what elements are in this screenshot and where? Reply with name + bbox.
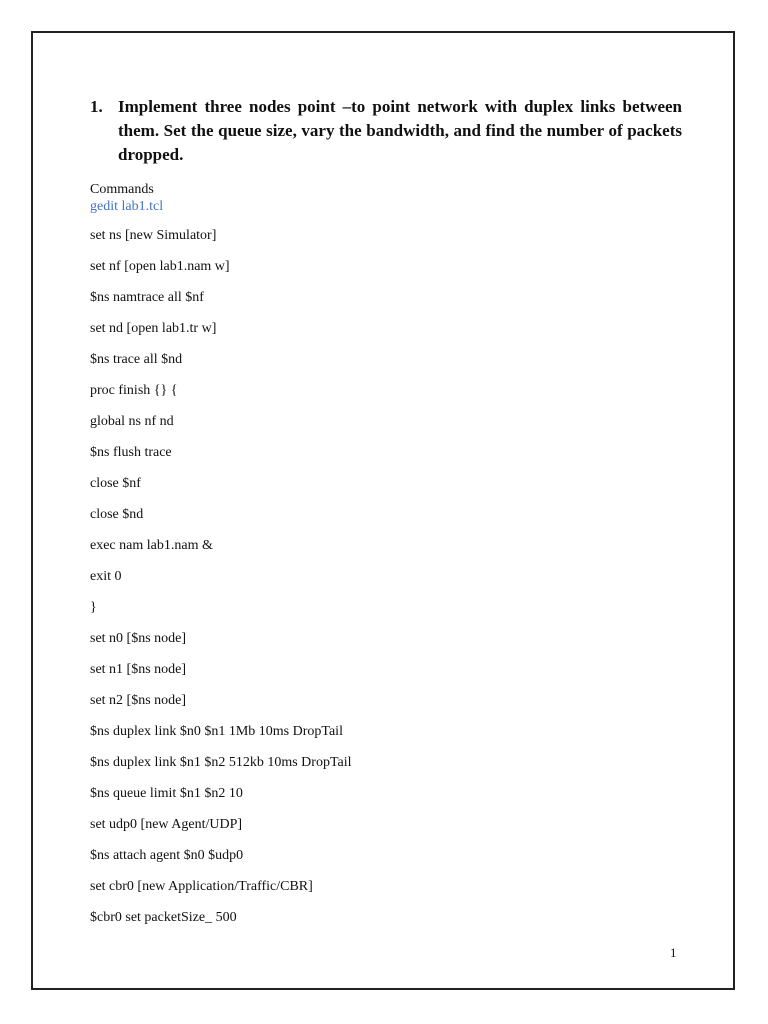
code-line: set cbr0 [new Application/Traffic/CBR]	[90, 879, 313, 894]
code-line: set n1 [$ns node]	[90, 662, 187, 677]
code-line: $ns attach agent $n0 $udp0	[90, 848, 244, 863]
code-line: set n2 [$ns node]	[90, 693, 187, 708]
code-line: exec nam lab1.nam &	[90, 538, 213, 553]
code-line: $cbr0 set packetSize_ 500	[90, 910, 237, 925]
code-line: close $nf	[90, 476, 141, 491]
code-line: close $nd	[90, 507, 144, 522]
code-line: proc finish {} {	[90, 383, 178, 398]
code-line: $ns flush trace	[90, 445, 172, 460]
code-line: set ns [new Simulator]	[90, 228, 217, 243]
code-line: set nd [open lab1.tr w]	[90, 321, 217, 336]
code-line: exit 0	[90, 569, 122, 584]
code-line: set udp0 [new Agent/UDP]	[90, 817, 243, 832]
code-line: $ns trace all $nd	[90, 352, 183, 367]
question-heading	[90, 95, 682, 167]
document-page	[31, 31, 735, 990]
code-line: $ns duplex link $n1 $n2 512kb 10ms DropTail	[90, 755, 352, 770]
heading-text: Implement three nodes point –to point network with duplex links between them. Set the queue size, vary the bandwidth, and find the number of packets dropped.	[118, 97, 682, 164]
code-line: set nf [open lab1.nam w]	[90, 259, 230, 274]
file-command: gedit lab1.tcl	[90, 199, 164, 214]
code-line: global ns nf nd	[90, 414, 174, 429]
code-line: set n0 [$ns node]	[90, 631, 187, 646]
heading-number: 1.	[90, 97, 103, 116]
commands-label: Commands	[90, 182, 154, 197]
code-line: }	[90, 600, 97, 615]
code-line: $ns queue limit $n1 $n2 10	[90, 786, 243, 801]
code-line: $ns namtrace all $nf	[90, 290, 204, 305]
page-content	[90, 95, 682, 941]
page-number: 1	[670, 945, 677, 960]
code-line: $ns duplex link $n0 $n1 1Mb 10ms DropTail	[90, 724, 343, 739]
code-listing	[90, 228, 682, 926]
